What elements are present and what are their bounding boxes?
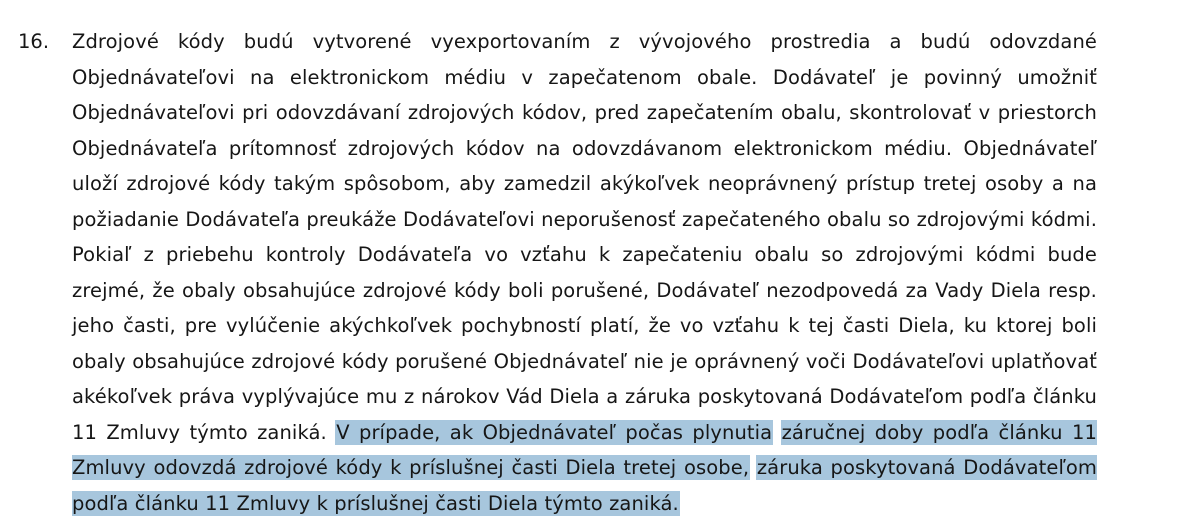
clause-text-line-6: tretej osoby a na požiadanie Dodávateľa preukáže Dodávateľovi neporušenosť zapečateného obalu so <box>72 172 1097 231</box>
clause-number: 16. <box>18 30 50 53</box>
clause-text-line-12: Dodávateľom podľa článku 11 Zmluvy týmto zaniká. <box>72 385 1097 444</box>
clause-text-line-1: Zdrojové kódy budú vytvorené vyexportovaním z vývojového prostredia a budú odovzdané <box>72 30 1097 53</box>
clause-text-line-3: Objednávateľovi pri odovzdávaní zdrojových kódov, pred zapečatením obalu, skontrolovať <box>72 101 972 124</box>
clause-text <box>72 24 1182 521</box>
clause-text-line-10: ku ktorej boli obaly obsahujúce zdrojové kódy porušené Objednávateľ nie je oprávnený voči <box>72 314 1097 373</box>
highlighted-text-line-2: záručnej doby podľa článku 11 Zmluvy odovzdá zdrojové kódy k príslušnej časti Diela tretej osobe, <box>72 420 1097 479</box>
highlighted-text-line-3: záruka poskytovaná Dodávateľom podľa článku 11 Zmluvy k príslušnej časti Diela týmto zaniká. <box>72 456 1097 515</box>
clause-text-line-2: Objednávateľovi na elektronickom médiu v zapečatenom obale. Dodávateľ je povinný umožniť <box>72 65 1097 89</box>
clause-text-line-5: Objednávateľ uloží zdrojové kódy takým spôsobom, aby zamedzil akýkoľvek neoprávnený prístup <box>72 136 1097 195</box>
contract-clause-16 <box>0 24 1182 521</box>
clause-text-line-4: v priestorch Objednávateľa prítomnosť zdrojových kódov na odovzdávanom elektronickom médiu. <box>72 101 1097 160</box>
clause-paragraph <box>72 24 1097 521</box>
clause-text-line-8: kódmi bude zrejmé, že obaly obsahujúce zdrojové kódy boli porušené, Dodávateľ nezodpovedá za <box>72 243 1097 302</box>
clause-text-line-9: Vady Diela resp. jeho časti, pre vylúčenie akýchkoľvek pochybností platí, že vo vzťahu k tej časti Diela, <box>72 278 1097 337</box>
clause-text-line-11: Dodávateľovi uplatňovať akékoľvek práva vyplývajúce mu z nárokov Vád Diela a záruka poskytovaná <box>72 349 1097 408</box>
clause-text-line-7: zdrojovými kódmi. Pokiaľ z priebehu kontroly Dodávateľa vo vzťahu k zapečateniu obalu so zdrojovými <box>72 207 1097 266</box>
highlighted-text-line-1: V prípade, ak Objednávateľ počas plynutia <box>336 420 773 444</box>
